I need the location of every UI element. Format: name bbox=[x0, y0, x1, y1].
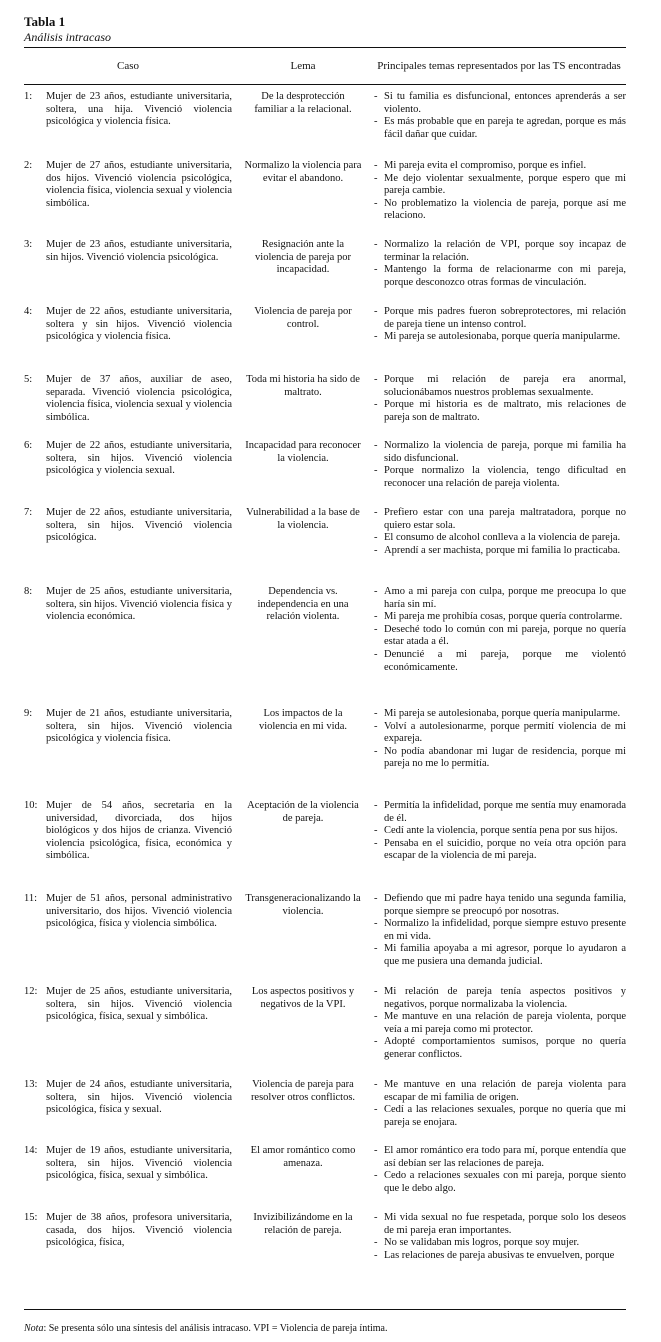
table-number: Tabla 1 bbox=[24, 14, 66, 29]
table-row bbox=[24, 91, 626, 141]
table-row bbox=[24, 708, 626, 771]
case-themes bbox=[372, 893, 626, 969]
theme-item: - El amor romántico era todo para mí, porque entendía que así debían ser las relaciones de pareja. bbox=[372, 1145, 626, 1170]
themes-list bbox=[372, 374, 626, 424]
case-description: Mujer de 51 años, personal administrativo universitario, dos hijos. Vivenció violencia psicológica, física y violencia simbólica. bbox=[46, 893, 232, 930]
header-lema: Lema bbox=[290, 59, 316, 72]
case-themes bbox=[372, 800, 626, 863]
case-description: Mujer de 38 años, profesora universitaria, casada, dos hijos. Vivenció violencia psicológica, física, bbox=[46, 1212, 232, 1249]
case-themes bbox=[372, 1145, 626, 1195]
theme-item: - No se validaban mis logros, porque soy mujer. bbox=[372, 1237, 626, 1250]
themes-list bbox=[372, 1145, 626, 1195]
case-themes bbox=[372, 160, 626, 223]
theme-item: - Volví a autolesionarme, porque permití violencia de mi expareja. bbox=[372, 721, 626, 746]
case-number: 6: bbox=[24, 440, 33, 451]
theme-item: - El consumo de alcohol conlleva a la violencia de pareja. bbox=[372, 532, 626, 545]
case-description: Mujer de 27 años, estudiante universitaria, dos hijos. Vivenció violencia psicológica, violencia física, violencia sexual y violencia simbólica. bbox=[46, 160, 233, 209]
theme-item: - No problematizo la violencia de pareja, porque así me relaciono. bbox=[372, 198, 626, 223]
case-themes bbox=[372, 306, 626, 344]
theme-item: - Me dejo violentar sexualmente, porque espero que mi pareja cambie. bbox=[372, 173, 626, 198]
theme-item: - Me mantuve en una relación de pareja violenta, porque veía a mi pareja como mi protector. bbox=[372, 1011, 626, 1036]
themes-list bbox=[372, 91, 626, 141]
theme-item: - Mi pareja evita el compromiso, porque es infiel. bbox=[372, 160, 626, 173]
theme-item: - Es más probable que en pareja te agredan, porque es más fácil dañar que cuidar. bbox=[372, 116, 626, 141]
case-lema: De la desprotección familiar a la relacional. bbox=[254, 91, 352, 115]
case-lema: Transgeneracionalizando la violencia. bbox=[245, 893, 361, 917]
table-header bbox=[24, 48, 626, 85]
theme-item: - Mi familia apoyaba a mi agresor, porque lo ayudaron a que me pusiera una demanda judicial. bbox=[372, 943, 626, 968]
table-page bbox=[24, 14, 626, 1335]
header-case: Caso bbox=[117, 59, 139, 72]
case-themes bbox=[372, 1212, 626, 1262]
case-description: Mujer de 19 años, estudiante universitaria, soltera, sin hijos. Vivenció violencia psicológica, física, sexual y simbólica. bbox=[46, 1145, 232, 1182]
case-lema: Toda mi historia ha sido de maltrato. bbox=[246, 374, 360, 398]
theme-item: - Cedí a las relaciones sexuales, porque no quería que mi pareja se enojara. bbox=[372, 1104, 626, 1129]
table-row bbox=[24, 1212, 626, 1262]
themes-list bbox=[372, 306, 626, 344]
themes-list bbox=[372, 239, 626, 289]
case-number: 10: bbox=[24, 800, 38, 811]
case-lema: Vulnerabilidad a la base de la violencia. bbox=[246, 507, 360, 531]
theme-item: - Normalizo la violencia de pareja, porque mi familia ha sido disfuncional. bbox=[372, 440, 626, 465]
case-number: 12: bbox=[24, 986, 38, 997]
table-row bbox=[24, 440, 626, 490]
theme-item: - Mantengo la forma de relacionarme con mi pareja, porque desconozco otras formas de vinculación. bbox=[372, 264, 626, 289]
theme-item: - Las relaciones de pareja abusivas te envuelven, porque bbox=[372, 1250, 626, 1263]
themes-list bbox=[372, 800, 626, 863]
case-description: Mujer de 21 años, estudiante universitaria, soltera, sin hijos. Vivenció violencia psicológica y violencia física. bbox=[46, 708, 232, 745]
theme-item: - Pensaba en el suicidio, porque no veía otra opción para escapar de la violencia de mi pareja. bbox=[372, 838, 626, 863]
themes-list bbox=[372, 893, 626, 969]
case-lema: Violencia de pareja para resolver otros conflictos. bbox=[250, 1079, 356, 1103]
case-number: 14: bbox=[24, 1145, 38, 1156]
theme-item: - Prefiero estar con una pareja maltratadora, porque no quiero estar sola. bbox=[372, 507, 626, 532]
case-themes bbox=[372, 440, 626, 490]
theme-item: - Mi pareja me prohibía cosas, porque quería controlarme. bbox=[372, 611, 626, 624]
case-themes bbox=[372, 507, 626, 557]
case-lema: Invizibilizándome en la relación de pareja. bbox=[253, 1212, 353, 1236]
case-description: Mujer de 22 años, estudiante universitaria, soltera, sin hijos. Vivenció violencia psicológica. bbox=[46, 507, 232, 544]
themes-list bbox=[372, 507, 626, 557]
case-lema: Normalizo la violencia para evitar el abandono. bbox=[244, 160, 362, 184]
themes-list bbox=[372, 986, 626, 1062]
theme-item: - Porque normalizo la violencia, tengo dificultad en reconocer una relación de pareja violenta. bbox=[372, 465, 626, 490]
theme-item: - Si tu familia es disfuncional, entonces aprenderás a ser violento. bbox=[372, 91, 626, 116]
case-number: 9: bbox=[24, 708, 33, 719]
table-row bbox=[24, 586, 626, 674]
case-lema: Los impactos de la violencia en mi vida. bbox=[258, 708, 348, 732]
table-row bbox=[24, 800, 626, 863]
header-themes: Principales temas representados por las TS encontradas bbox=[377, 59, 621, 72]
case-themes bbox=[372, 708, 626, 771]
table-row bbox=[24, 1145, 626, 1195]
theme-item: - Mi vida sexual no fue respetada, porque solo los deseos de mi pareja eran importantes. bbox=[372, 1212, 626, 1237]
case-description: Mujer de 23 años, estudiante universitaria, soltera, una hija. Vivenció violencia psicológica y violencia física. bbox=[46, 91, 232, 128]
case-themes bbox=[372, 374, 626, 424]
theme-item: - Permitía la infidelidad, porque me sentía muy enamorada de él. bbox=[372, 800, 626, 825]
case-lema: Resignación ante la violencia de pareja por incapacidad. bbox=[255, 239, 351, 276]
case-themes bbox=[372, 1079, 626, 1129]
case-description: Mujer de 22 años, estudiante universitaria, soltera, sin hijos. Vivenció violencia psicológica y violencia sexual. bbox=[46, 440, 232, 477]
case-themes bbox=[372, 91, 626, 141]
theme-item: - Adopté comportamientos sumisos, porque no quería generar conflictos. bbox=[372, 1036, 626, 1061]
case-number: 11: bbox=[24, 893, 38, 904]
case-themes bbox=[372, 239, 626, 289]
theme-item: - Amo a mi pareja con culpa, porque me preocupa lo que haría sin mí. bbox=[372, 586, 626, 611]
themes-list bbox=[372, 440, 626, 490]
table-row bbox=[24, 239, 626, 289]
note-label: Nota bbox=[24, 1323, 44, 1334]
theme-item: - Normalizo la infidelidad, porque siempre estuvo presente en mi vida. bbox=[372, 918, 626, 943]
theme-item: - Normalizo la relación de VPI, porque soy incapaz de terminar la relación. bbox=[372, 239, 626, 264]
themes-list bbox=[372, 1212, 626, 1262]
case-description: Mujer de 25 años, estudiante universitaria, soltera, sin hijos. Vivenció violencia psicológica, física, sexual y simbólica. bbox=[46, 986, 232, 1023]
table-row bbox=[24, 893, 626, 969]
table-body bbox=[24, 85, 626, 1310]
theme-item: - Porque mi historia es de maltrato, mis relaciones de pareja son de maltrato. bbox=[372, 399, 626, 424]
table-row bbox=[24, 1079, 626, 1129]
table-row bbox=[24, 306, 626, 344]
note-text: : Se presenta sólo una síntesis del análisis intracaso. VPI = Violencia de pareja íntima. bbox=[43, 1323, 388, 1334]
case-lema: Aceptación de la violencia de pareja. bbox=[247, 800, 359, 824]
case-lema: Los aspectos positivos y negativos de la VPI. bbox=[251, 986, 355, 1010]
case-description: Mujer de 22 años, estudiante universitaria, soltera y sin hijos. Vivenció violencia psicológica y violencia física. bbox=[46, 306, 232, 343]
case-description: Mujer de 24 años, estudiante universitaria, soltera, sin hijos. Vivenció violencia psicológica, física y sexual. bbox=[46, 1079, 232, 1116]
table-row bbox=[24, 160, 626, 223]
theme-item: - Mi pareja se autolesionaba, porque quería manipularme. bbox=[372, 708, 626, 721]
case-description: Mujer de 23 años, estudiante universitaria, sin hijos. Vivenció violencia psicológica. bbox=[46, 239, 232, 263]
themes-list bbox=[372, 160, 626, 223]
table-note bbox=[24, 1322, 626, 1335]
theme-item: - Cedí ante la violencia, porque sentía pena por sus hijos. bbox=[372, 825, 626, 838]
themes-list bbox=[372, 586, 626, 674]
table-row bbox=[24, 986, 626, 1062]
themes-list bbox=[372, 708, 626, 771]
case-number: 3: bbox=[24, 239, 33, 250]
case-number: 1: bbox=[24, 91, 33, 102]
theme-item: - Mi pareja se autolesionaba, porque quería manipularme. bbox=[372, 331, 626, 344]
case-themes bbox=[372, 986, 626, 1062]
case-description: Mujer de 37 años, auxiliar de aseo, separada. Vivenció violencia psicológica, violencia física, violencia sexual y violencia simbólica. bbox=[46, 374, 233, 423]
themes-list bbox=[372, 1079, 626, 1129]
case-lema: Dependencia vs. independencia en una relación violenta. bbox=[257, 586, 349, 623]
case-number: 8: bbox=[24, 586, 33, 597]
case-lema: Violencia de pareja por control. bbox=[254, 306, 352, 330]
theme-item: - Deseché todo lo común con mi pareja, porque no quería estar atada a él. bbox=[372, 624, 626, 649]
case-description: Mujer de 54 años, secretaria en la universidad, divorciada, dos hijos biológicos y dos hijos de crianza. Vivenció violencia psicológica, física, económica y simbólica. bbox=[46, 800, 232, 862]
theme-item: - Porque mi relación de pareja era anormal, solucionábamos nuestros problemas sexualmente. bbox=[372, 374, 626, 399]
case-number: 2: bbox=[24, 160, 33, 171]
theme-item: - No podía abandonar mi lugar de residencia, porque mi pareja no me lo permitía. bbox=[372, 746, 626, 771]
table-subtitle: Análisis intracaso bbox=[24, 30, 112, 44]
case-number: 5: bbox=[24, 374, 33, 385]
theme-item: - Mi relación de pareja tenía aspectos positivos y negativos, porque normalizaba la violencia. bbox=[372, 986, 626, 1011]
theme-item: - Me mantuve en una relación de pareja violenta para escapar de mi familia de origen. bbox=[372, 1079, 626, 1104]
theme-item: - Aprendí a ser machista, porque mi familia lo practicaba. bbox=[372, 545, 626, 558]
case-themes bbox=[372, 586, 626, 674]
theme-item: - Defiendo que mi padre haya tenido una segunda familia, porque siempre se preocupó por nosotras. bbox=[372, 893, 626, 918]
theme-item: - Porque mis padres fueron sobreprotectores, mi relación de pareja tiene un intenso control. bbox=[372, 306, 626, 331]
case-lema: El amor romántico como amenaza. bbox=[250, 1145, 356, 1169]
case-number: 4: bbox=[24, 306, 33, 317]
case-number: 15: bbox=[24, 1212, 38, 1223]
table-row bbox=[24, 374, 626, 424]
theme-item: - Cedo a relaciones sexuales con mi pareja, porque siento que le debo algo. bbox=[372, 1170, 626, 1195]
case-description: Mujer de 25 años, estudiante universitaria, soltera, sin hijos. Vivenció violencia física y violencia económica. bbox=[46, 586, 232, 623]
case-number: 7: bbox=[24, 507, 33, 518]
case-lema: Incapacidad para reconocer la violencia. bbox=[245, 440, 361, 464]
case-number: 13: bbox=[24, 1079, 38, 1090]
theme-item: - Denuncié a mi pareja, porque me violentó económicamente. bbox=[372, 649, 626, 674]
table-row bbox=[24, 507, 626, 557]
